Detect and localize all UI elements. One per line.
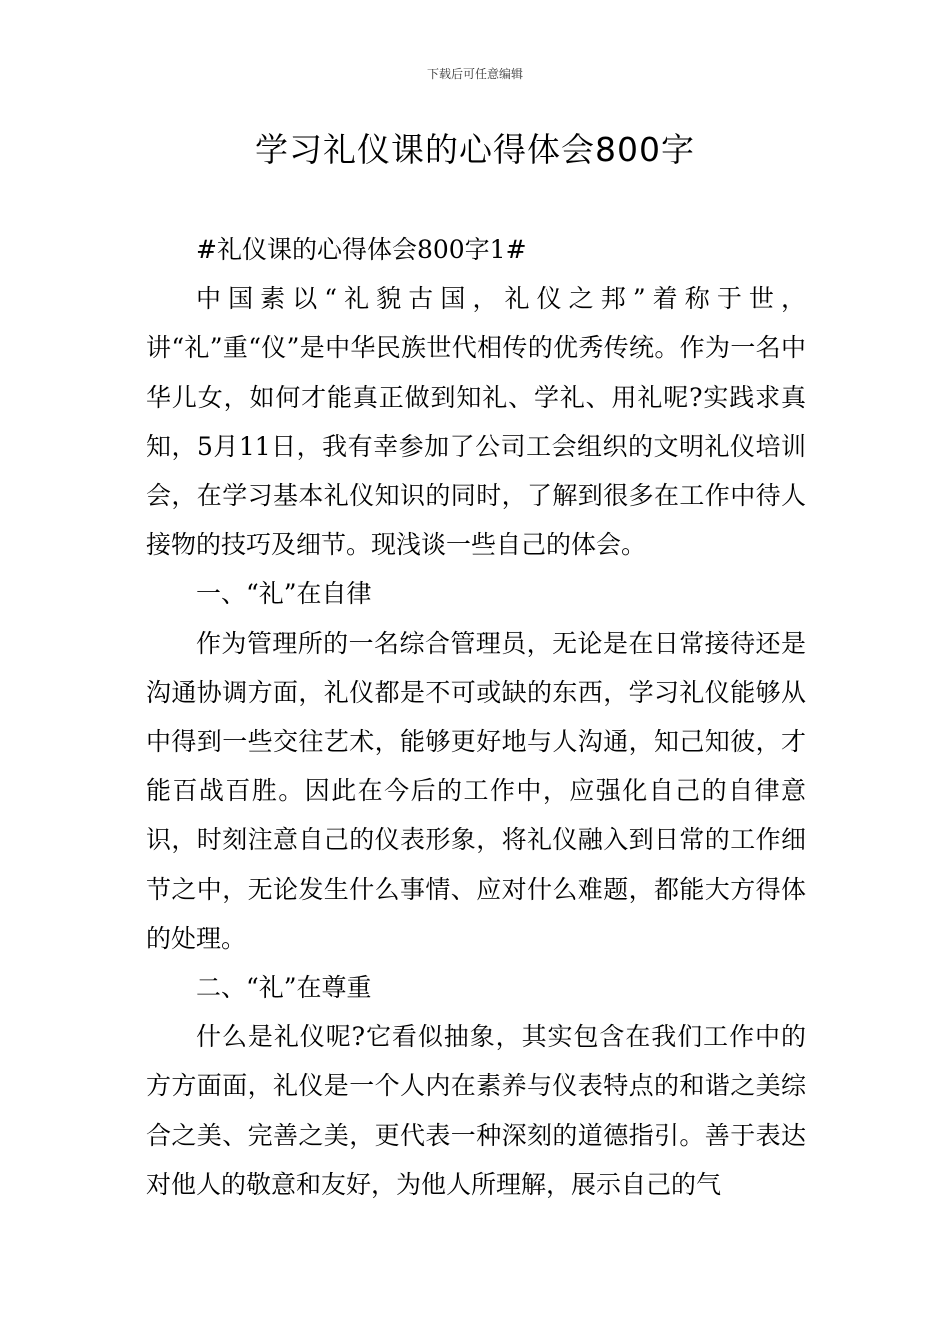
section-heading: #礼仪课的心得体会800字1# <box>196 235 527 264</box>
page-header-note: 下载后可任意编辑 <box>426 67 523 81</box>
document-title: 学习礼仪课的心得体会800字 <box>255 130 695 169</box>
body-paragraph: 中国素以“礼貌古国，礼仪之邦”着称于世，讲“礼”重“仪”是中华民族世代相传的优秀传统。作为一名中华儿女，如何才能真正做到知礼、学礼、用礼呢?实践求真知，5月11日，我有幸参加了公司工会组织的文明礼仪培训会，在学习基本礼仪知识的同时，了解到很多在工作中待人接物的技巧及细节。现浅谈一些自己的体会。 <box>146 284 806 560</box>
document-body <box>146 225 806 1209</box>
subsection-heading: 一、“礼”在自律 <box>196 579 372 609</box>
body-paragraph: 作为管理所的一名综合管理员，无论是在日常接待还是沟通协调方面，礼仪都是不可或缺的东西，学习礼仪能够从中得到一些交往艺术，能够更好地与人沟通，知己知彼，才能百战百胜。因此在今后的工作中，应强化自己的自律意识，时刻注意自己的仪表形象，将礼仪融入到日常的工作细节之中，无论发生什么事情、应对什么难题，都能大方得体的处理。 <box>146 628 806 953</box>
subsection-heading: 二、“礼”在尊重 <box>196 973 372 1003</box>
body-paragraph: 什么是礼仪呢?它看似抽象，其实包含在我们工作中的方方面面，礼仪是一个人内在素养与仪表特点的和谐之美综合之美、完善之美，更代表一种深刻的道德指引。善于表达对他人的敬意和友好，为他人所理解，展示自己的气 <box>146 1022 806 1199</box>
